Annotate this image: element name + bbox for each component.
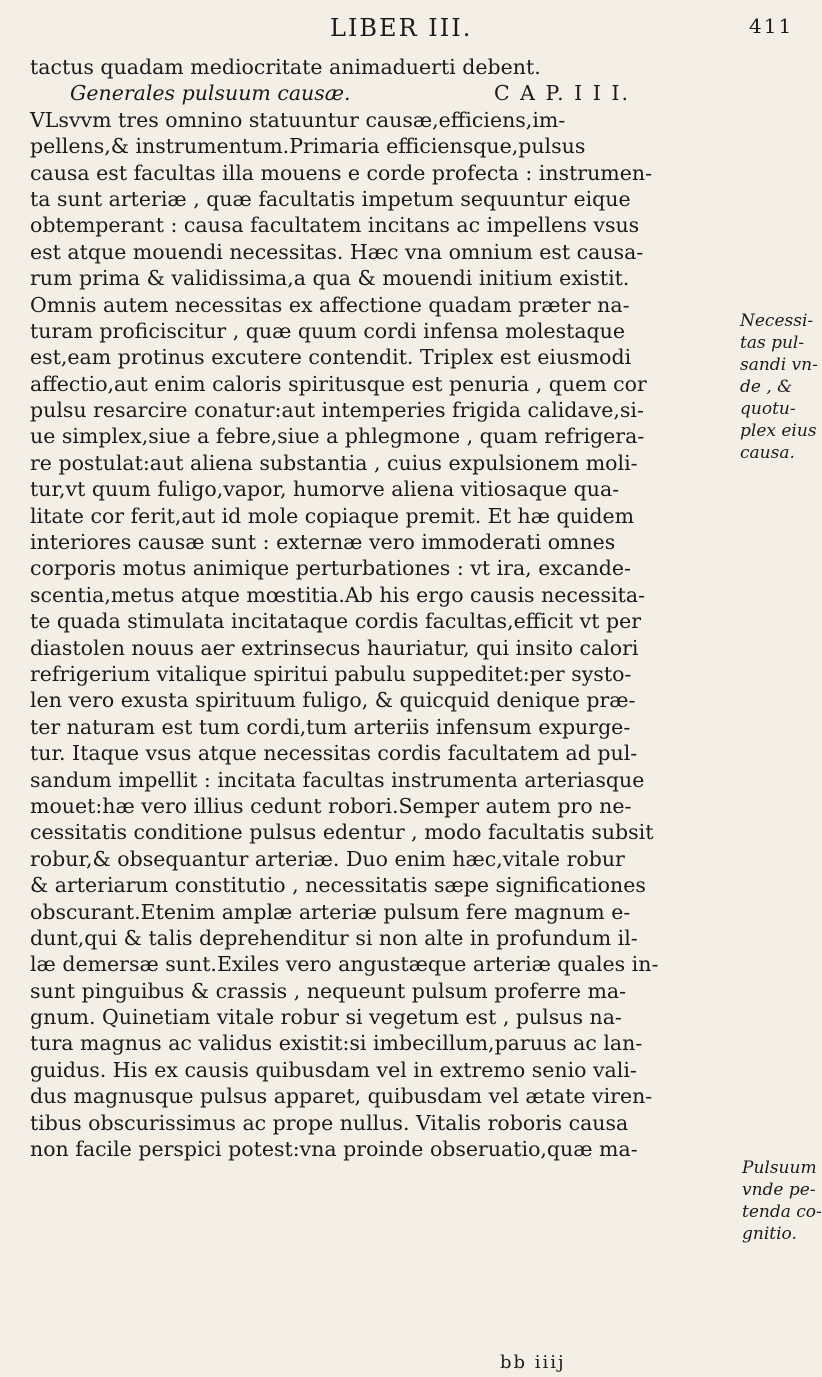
page-number: 411 [749,14,794,38]
text-line: tur. Itaque vsus atque necessitas cordis facultatem ad pul- [30,741,638,766]
running-header [0,14,800,44]
text-line: est,eam protinus excutere contendit. Triplex est eiusmodi [30,345,632,370]
text-line: affectio,aut enim caloris spiritusque est penuria , quem cor [30,371,647,396]
text-line: tur,vt quum fuligo,vapor, humorve aliena vitiosaque qua- [30,477,620,502]
margin-note-line: quotu- [740,399,796,419]
text-line: robur,& obsequantur arteriæ. Duo enim hæc,vitale robur [30,846,625,871]
text-line: pellens,& instrumentum.Primaria efficiensque,pulsus [30,134,586,159]
text-line: scentia,metus atque mœstitia.Ab his ergo causis necessita- [30,582,646,607]
text-line: Omnis autem necessitas ex affectione quadam præter na- [30,292,630,317]
margin-note-necessity [740,310,818,464]
text-line: ter naturam est tum cordi,tum arteriis infensum expurge- [30,714,631,739]
margin-note-line: Pulsuum [742,1158,817,1178]
text-line: dunt,qui & talis deprehenditur si non alte in profundum il- [30,925,638,950]
margin-note-line: tenda co- [742,1202,822,1222]
text-line: cessitatis conditione pulsus edentur , modo facultatis subsit [30,820,654,845]
text-line: tactus quadam mediocritate animaduerti debent. [30,55,541,79]
main-text [30,54,730,1162]
running-title: LIBER III. [330,14,473,42]
text-line: læ demersæ sunt.Exiles vero angustæque arteriæ quales in- [30,952,659,977]
margin-note-pulse [742,1157,822,1245]
text-line: dus magnusque pulsus apparet, quibusdam vel ætate viren- [30,1084,653,1109]
margin-note-line: tas pul- [740,333,805,353]
text-line: interiores causæ sunt : externæ vero immoderati omnes [30,530,616,555]
text-line: re postulat:aut aliena substantia , cuius expulsionem moli- [30,450,638,475]
text-line: diastolen nouus aer extrinsecus hauriatur, qui insito calori [30,635,639,660]
chapter-number: C A P. I I I. [493,81,630,106]
chapter-heading [30,80,730,106]
margin-note-line: de , & [740,377,793,397]
text-line: rum prima & validissima,a qua & mouendi initium existit. [30,266,630,291]
margin-note-line: Necessi- [740,311,814,331]
text-line: corporis motus animique perturbationes : vt ira, excande- [30,556,631,581]
text-line: sunt pinguibus & crassis , nequeunt pulsum proferre ma- [30,978,627,1003]
text-line: sandum impellit : incitata facultas instrumenta arteriasque [30,767,645,792]
text-line: causa est facultas illa mouens e corde profecta : instrumen- [30,160,653,185]
text-line: pulsu resarcire conatur:aut intemperies frigida calidave,si- [30,398,644,423]
text-line: te quada stimulata incitataque cordis facultas,efficit vt per [30,609,642,634]
text-line: tura magnus ac validus existit:si imbecillum,paruus ac lan- [30,1031,643,1056]
text-line: gnum. Quinetiam vitale robur si vegetum est , pulsus na- [30,1005,622,1030]
signature-mark: bb iiij [500,1352,566,1373]
margin-note-line: plex eius [740,421,817,441]
text-line: ue simplex,siue a febre,siue a phlegmone , quam refrigera- [30,424,645,449]
text-line: refrigerium vitalique spiritui pabulu suppeditet:per systo- [30,661,632,686]
margin-note-line: sandi vn- [740,355,818,375]
text-line: VLsvvm tres omnino statuuntur causæ,efficiens,im- [30,107,566,132]
margin-note-line: gnitio. [742,1224,797,1244]
text-line: tibus obscurissimus ac prope nullus. Vitalis roboris causa [30,1110,629,1135]
text-line: ta sunt arteriæ , quæ facultatis impetum sequuntur eique [30,186,631,211]
text-line: len vero exusta spirituum fuligo, & quicquid denique præ- [30,688,636,713]
text-line: litate cor ferit,aut id mole copiaque premit. Et hæ quidem [30,503,635,528]
text-line: non facile perspici potest:vna proinde obseruatio,quæ ma- [30,1137,638,1162]
text-line: mouet:hæ vero illius cedunt robori.Semper autem pro ne- [30,793,632,818]
margin-note-line: causa. [740,443,795,463]
text-line: obscurant.Etenim amplæ arteriæ pulsum fere magnum e- [30,899,631,924]
chapter-title: Generales pulsuum causæ. [70,81,351,106]
margin-note-line: vnde pe- [742,1180,816,1200]
text-line: turam proficiscitur , quæ quum cordi infensa molestaque [30,318,626,343]
text-line: obtemperant : causa facultatem incitans ac impellens vsus [30,213,640,238]
text-line: est atque mouendi necessitas. Hæc vna omnium est causa- [30,239,644,264]
text-line: guidus. His ex causis quibusdam vel in extremo senio vali- [30,1057,637,1082]
text-line: & arteriarum constitutio , necessitatis sæpe significationes [30,873,646,898]
